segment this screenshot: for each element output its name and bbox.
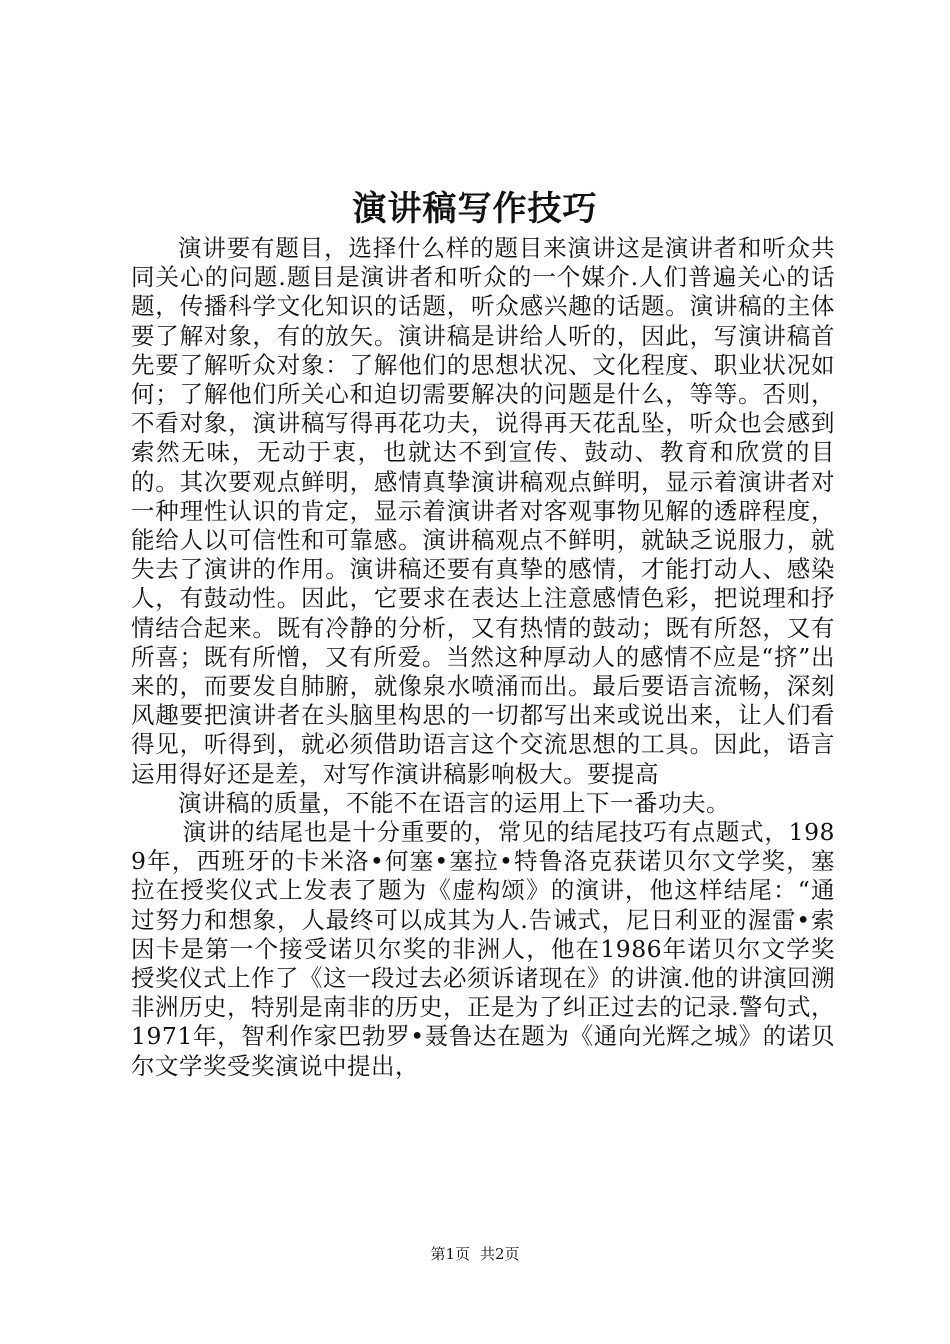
paragraph: 演讲稿的质量，不能不在语言的运用上下一番功夫。 <box>178 788 730 817</box>
paragraph: 演讲要有题目，选择什么样的题目来演讲这是演讲者和听众共同关心的问题.题目是演讲者和听众的一个媒介.人们普遍关心的话题，传播科学文化知识的话题，听众感兴趣的话题。演讲稿的主体要了解对象，有的放矢。演讲稿是讲给人听的，因此，写演讲稿首先要了解听众对象：了解他们的思想状况、文化程度、职业状况如何；了解他们所关心和迫切需要解决的问题是什么，等等。否则，不看对象，演讲稿写得再花功夫，说得再天花乱坠，听众也会感到索然无味，无动于衷，也就达不到宣传、鼓动、教育和欣赏的目的。其次要观点鲜明，感情真挚演讲稿观点鲜明，显示着演讲者对一种理性认识的肯定，显示着演讲者对客观事物见解的透辟程度，能给人以可信性和可靠感。演讲稿观点不鲜明，就缺乏说服力，就失去了演讲的作用。演讲稿还要有真挚的感情，才能打动人、感染人，有鼓动性。因此，它要求在表达上注意感情色彩，把说理和抒情结合起来。既有冷静的分析，又有热情的鼓动；既有所怒，又有所喜；既有所憎，又有所爱。当然这种厚动人的感情不应是“挤”出来的，而要发自肺腑，就像泉水喷涌而出。最后要语言流畅，深刻风趣要把演讲者在头脑里构思的一切都写出来或说出来，让人们看得见，听得到，就必须借助语言这个交流思想的工具。因此，语言运用得好还是差，对写作演讲稿影响极大。要提高 <box>131 234 835 788</box>
paragraph: 演讲的结尾也是十分重要的，常见的结尾技巧有点题式，1989年，西班牙的卡米洛•何塞•塞拉•特鲁洛克获诺贝尔文学奖，塞拉在授奖仪式上发表了题为《虚构颂》的演讲，他这样结尾：“通过努力和想象，人最终可以成其为人.告诫式，尼日利亚的渥雷•索因卡是第一个接受诺贝尔奖的非洲人，他在1986年诺贝尔文学奖授奖仪式上作了《这一段过去必须诉诸现在》的讲演.他的讲演回溯非洲历史，特别是南非的历史，正是为了纠正过去的记录.警句式，1971年，智利作家巴勃罗•聂鲁达在题为《通向光辉之城》的诺贝尔文学奖受奖演说中提出， <box>131 818 835 1080</box>
document-body <box>131 234 835 1081</box>
page-total: 共2页 <box>480 1245 520 1263</box>
document-title: 演讲稿写作技巧 <box>352 189 598 229</box>
page-number: 第1页 <box>430 1245 470 1263</box>
page-footer <box>0 1244 950 1264</box>
